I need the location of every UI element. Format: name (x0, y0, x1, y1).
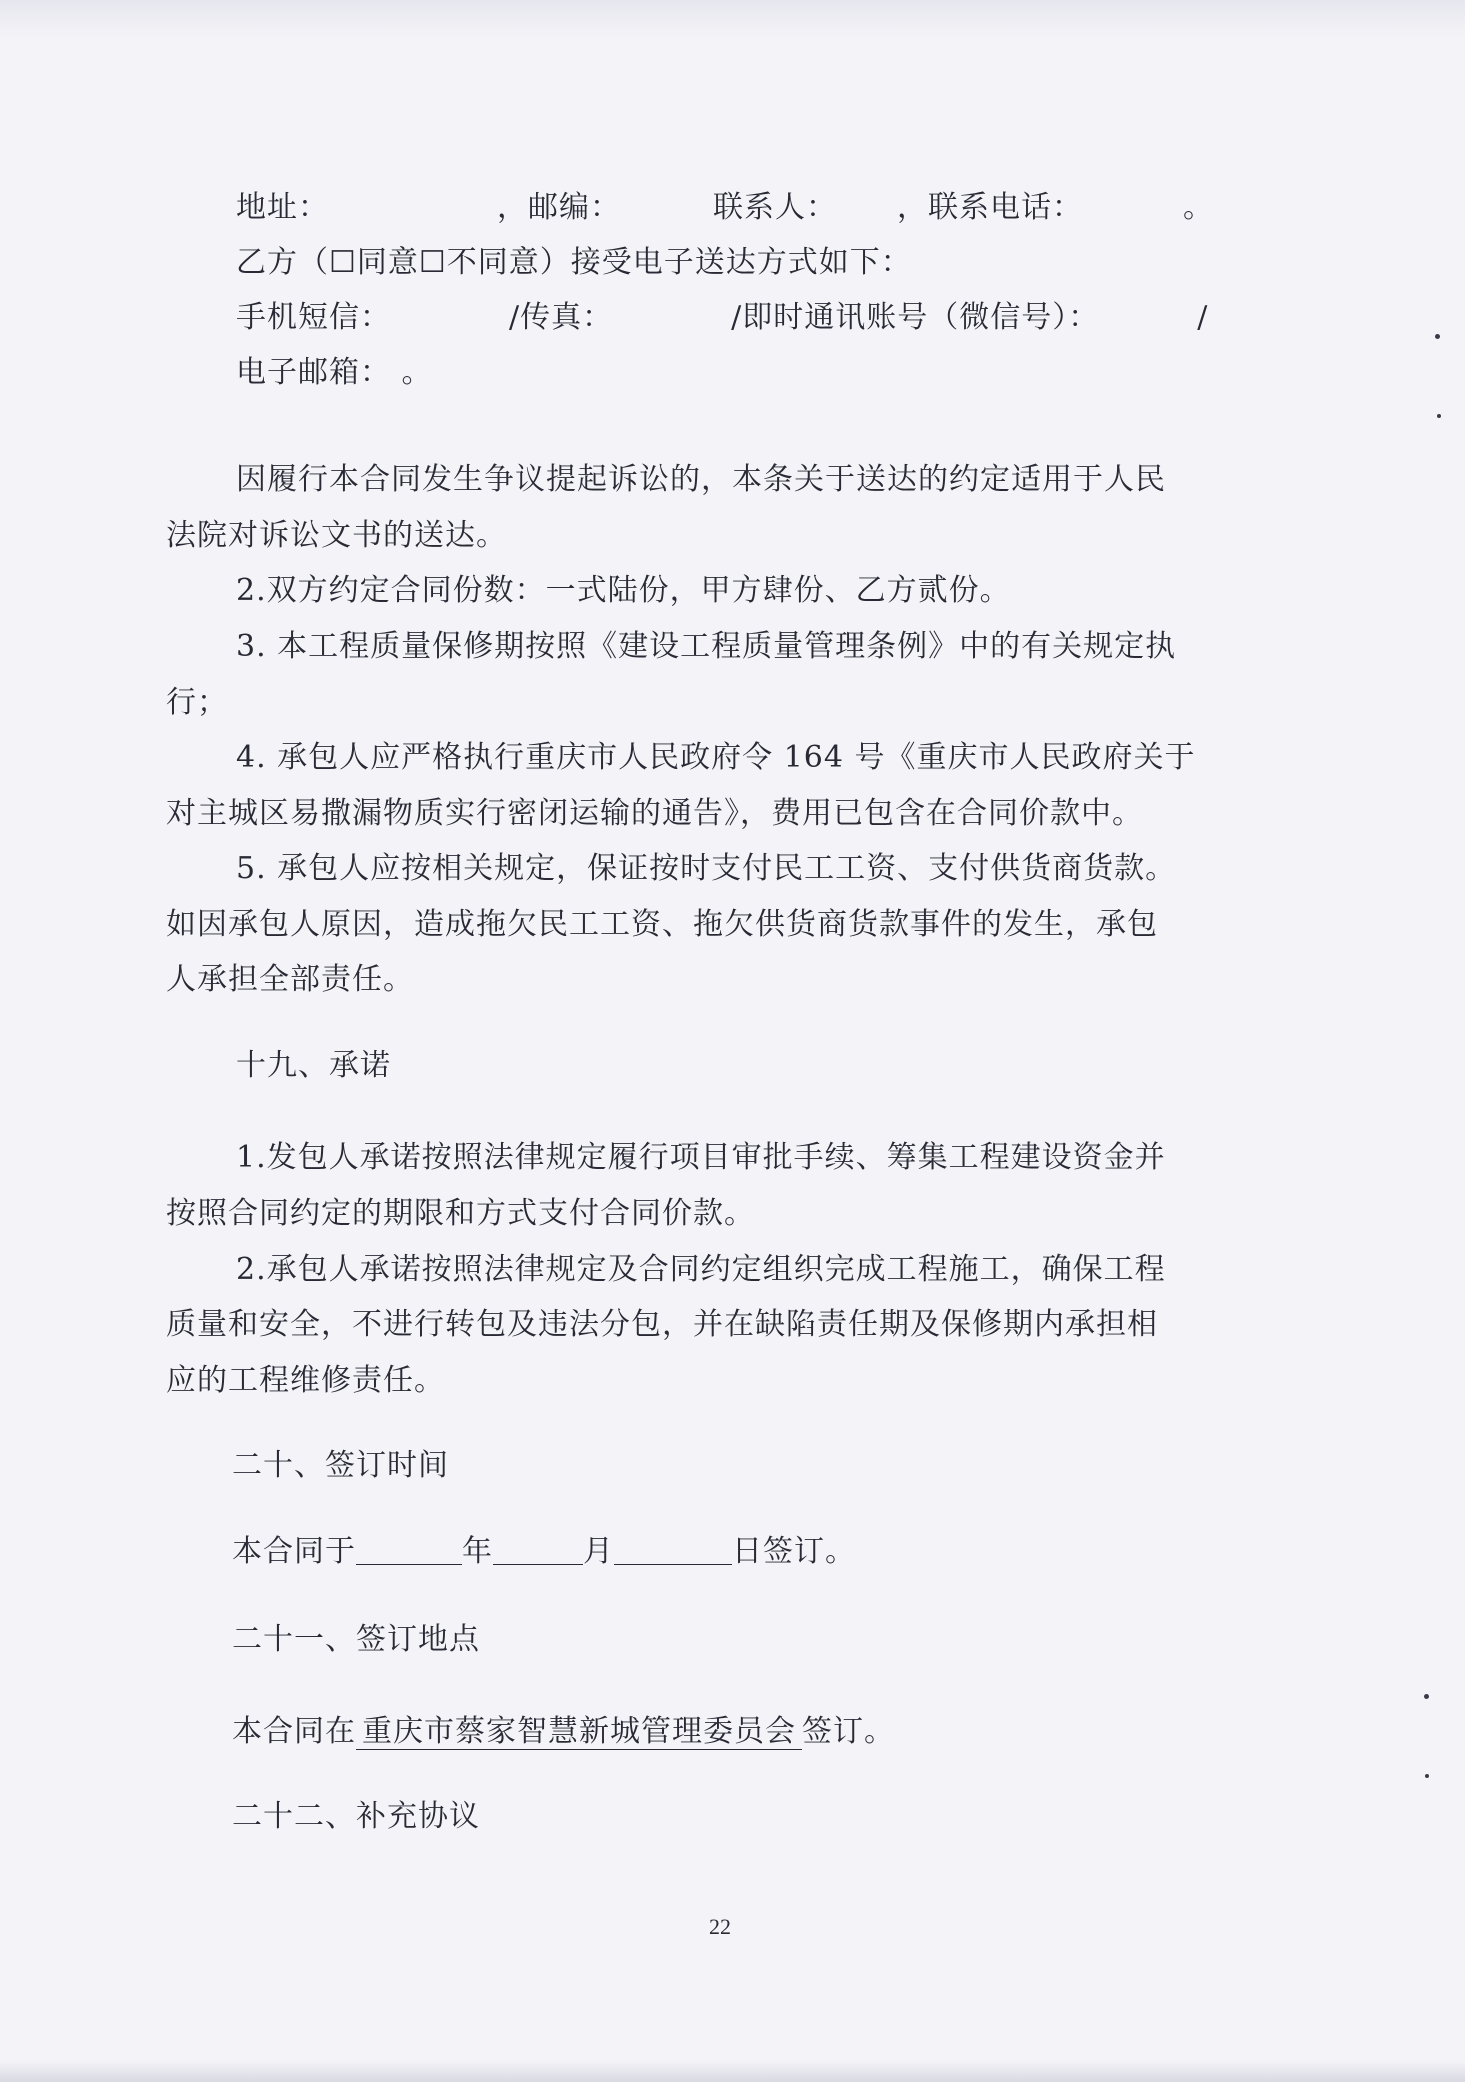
section-19-heading: 十九、承诺 (236, 1048, 391, 1083)
section-19-p2-line-1: 2.承包人承诺按照法律规定及合同约定组织完成工程施工，确保工程 (236, 1252, 1166, 1287)
sms-label: 手机短信： (236, 300, 391, 335)
signing-day-suffix: 日签订。 (732, 1534, 856, 1569)
page-number: 22 (709, 1914, 731, 1939)
clause-item-4-line-1: 4. 承包人应严格执行重庆市人民政府令 164 号《重庆市人民政府关于 (236, 740, 1196, 775)
scan-speck (1435, 334, 1440, 339)
clause-item-3-line-1: 3. 本工程质量保修期按照《建设工程质量管理条例》中的有关规定执 (236, 629, 1177, 664)
clause-item-4-line-2: 对主城区易撒漏物质实行密闭运输的通告》，费用已包含在合同价款中。 (166, 796, 1143, 831)
fax-label: /传真： (509, 300, 614, 335)
signing-date-prefix: 本合同于 (232, 1534, 356, 1569)
signing-date-line (232, 1532, 856, 1572)
postcode-label: ，邮编： (497, 190, 621, 225)
email-line: 电子邮箱： 。 (236, 355, 433, 390)
litigation-clause-line-1 (236, 460, 1284, 500)
address-label: 地址： (236, 190, 329, 225)
clause-item-3-line-2: 行； (166, 685, 228, 720)
section-19-p1-line-1: 1.发包人承诺按照法律规定履行项目审批手续、筹集工程建设资金并 (236, 1140, 1166, 1175)
section-19-p2-line-2: 质量和安全，不进行转包及违法分包，并在缺陷责任期及保修期内承担相 (166, 1307, 1158, 1342)
contact-label: 联系人： (713, 190, 837, 225)
section-19-p2-line-3: 应的工程维修责任。 (166, 1363, 445, 1398)
signing-place: 重庆市蔡家智慧新城管理委员会 (356, 1714, 802, 1750)
channels-line (236, 298, 1208, 338)
signing-day-blank (614, 1534, 732, 1565)
channels-end-slash: / (1197, 300, 1209, 335)
litigation-clause-line-2: 法院对诉讼文书的送达。 (166, 518, 507, 553)
signing-place-line (232, 1712, 895, 1752)
clause-item-5-line-3: 人承担全部责任。 (166, 962, 414, 997)
section-22-heading: 二十二、补充协议 (232, 1799, 480, 1834)
litigation-clause-text-1: 因履行本合同发生争议提起诉讼的，本条关于送达的约定适用于人民 (236, 462, 1166, 497)
address-line (236, 188, 1214, 228)
section-20-heading: 二十、签订时间 (232, 1448, 449, 1483)
scan-edge-bottom (0, 2060, 1465, 2082)
clause-item-2: 2.双方约定合同份数：一式陆份，甲方肆份、乙方贰份。 (236, 573, 1011, 608)
scan-speck (1425, 1774, 1429, 1778)
signing-month-label: 月 (583, 1534, 614, 1569)
signing-year-blank (356, 1534, 462, 1565)
party-b-consent-line: 乙方（☐同意☐不同意）接受电子送达方式如下： (236, 245, 912, 280)
section-21-heading: 二十一、签订地点 (232, 1622, 480, 1657)
clause-item-5-line-2: 如因承包人原因，造成拖欠民工工资、拖欠供货商货款事件的发生，承包 (166, 907, 1158, 942)
address-end-mark: 。 (1183, 190, 1214, 225)
signing-year-label: 年 (462, 1534, 493, 1569)
phone-label: ，联系电话： (897, 190, 1083, 225)
section-19-p1-line-2: 按照合同约定的期限和方式支付合同价款。 (166, 1196, 755, 1231)
scan-speck (1437, 414, 1441, 418)
signing-place-prefix: 本合同在 (232, 1714, 356, 1749)
clause-item-5-line-1: 5. 承包人应按相关规定，保证按时支付民工工资、支付供货商货款。 (236, 851, 1177, 886)
signing-place-suffix: 签订。 (802, 1714, 895, 1749)
scan-edge-top (0, 0, 1465, 40)
scan-speck (1424, 1694, 1429, 1699)
im-label: /即时通讯账号（微信号）： (731, 300, 1100, 335)
signing-month-blank (493, 1534, 583, 1565)
